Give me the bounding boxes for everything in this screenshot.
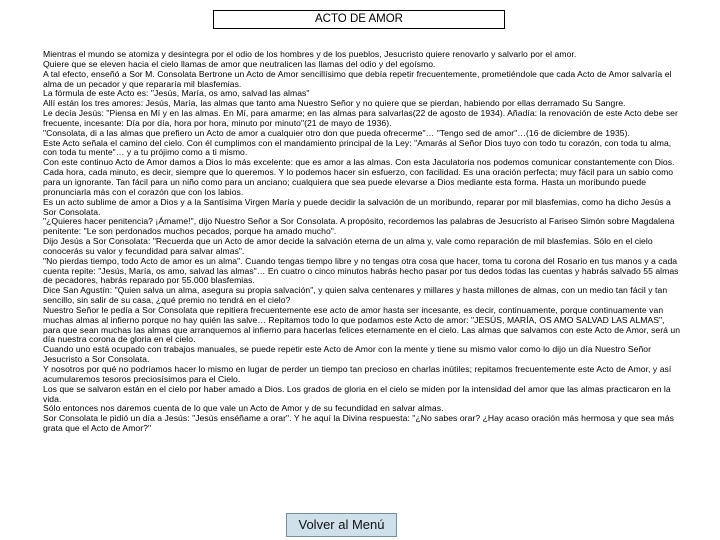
paragraph: Es un acto sublime de amor a Dios y a la Santísima Virgen María y puede decidir la salvación de un moribundo, reparar por mil blasfemias, como ha dicho Jesús a Sor Consolata. <box>43 196 671 217</box>
paragraph: Allí están los tres amores: Jesús, María, las almas que tanto ama Nuestro Señor y no quiere que se pierdan, habiendo por ellas derramado Su Sangre. <box>43 98 626 109</box>
paragraph: Sor Consolata le pidió un día a Jesús: "Jesús enséñame a orar". Y he aquí la Divina respuesta: "¿No sabes orar? ¿Hay acaso oración más hermosa y que sea más grata que el Acto de Amor?" <box>43 413 674 434</box>
paragraph: Con este continuo Acto de Amor damos a Dios lo más excelente: que es amor a las almas. Con esta Jaculatoria nos podemos comunicar constantemente con Dios. Cada hora, cada minuto, es decir, siempre que lo queremos. Y lo podemos hacer sin esfuerzo, con facilidad. Es una oración perfecta; muy fácil para un sabio como para un ignorante. Tan fácil para un niño como para un anciano; cualquiera que sea puede elevarse a Dios mediante esta forma. Hasta un moribundo puede pronunciarla más con el corazón que con los labios. <box>43 157 675 197</box>
paragraph: Nuestro Señor le pedía a Sor Consolata que repitiera frecuentemente ese acto de amor hasta ser incesante, es decir, continuamente, porque continuamente van muchas almas al infierno porque no hay quién las salve… Repitamos todo lo que podamos este Acto de amor: "JESÚS, MARÍA, OS AMO SALVAD LAS ALMAS", para que sean muchas las almas que arranquemos al infierno para hacerlas felices eternamente en el cielo. Las almas que salvamos con este Acto de Amor, será un día nuestra corona de gloria en el cielo. <box>43 304 681 345</box>
paragraph: Y nosotros por qué no podríamos hacer lo mismo en lugar de perder un tiempo tan precioso en charlas inútiles; repitamos frecuentemente este Acto de Amor, y así acumularemos tesoros preciosísimos para el Cielo. <box>43 364 672 384</box>
paragraph: Sólo entonces nos daremos cuenta de lo que vale un Acto de Amor y de su fecundidad en salvar almas. <box>43 403 444 414</box>
paragraph: Dice San Agustín: "Quien salva un alma, asegura su propia salvación", y quien salva centenares y millares y hasta millones de almas, con un medio tan fácil y tan sencillo, sin salir de su casa, ¿qué premio no tendrá en el cielo? <box>43 285 668 306</box>
paragraph: Le decía Jesús: "Piensa en Mí y en las almas. En Mí, para amarme; en las almas para salvarlas(22 de agosto de 1934). Añadía: la renovación de este Acto debe ser frecuente, incesante: Día por día, hora por hora, minuto por minuto"(21 de mayo de 1936). <box>43 108 678 128</box>
paragraph: A tal efecto, enseñó a Sor M. Consolata Bertrone un Acto de Amor sencillísimo que debía repetir frecuentemente, prometiéndole que cada Acto de Amor salvaría el alma de un pecador y que repararía mil blasfemias. <box>43 68 672 89</box>
paragraph: Cuando uno está ocupado con trabajos manuales, se puede repetir este Acto de Amor con la mente y tiene su mismo valor como lo dijo un día Nuestro Señor Jesucristo a Sor Consolata. <box>43 344 652 365</box>
back-to-menu-button[interactable]: Volver al Menú <box>286 513 397 537</box>
paragraph: La fórmula de este Acto es: "Jesús, María, os amo, salvad las almas" <box>43 88 310 99</box>
paragraph: Dijo Jesús a Sor Consolata: "Recuerda que un Acto de amor decide la salvación eterna de un alma y, vale como reparación de mil blasfemias. Sólo en el cielo conocerás su valor y fecundidad para salvar almas". <box>43 236 653 256</box>
paragraph: Este Acto señala el camino del cielo. Con él cumplimos con el mandamiento principal de la Ley: "Amarás al Señor Dios tuyo con todo tu corazón, con toda tu alma, con toda tu mente"… y a tu prójimo como a ti mismo. <box>43 137 672 158</box>
paragraph: "Consolata, di a las almas que prefiero un Acto de amor a cualquier otro don que pueda ofrecerme"… "Tengo sed de amor"…(16 de diciembre de 1935). <box>43 127 630 138</box>
paragraph: "No pierdas tiempo, todo Acto de amor es un alma". Cuando tengas tiempo libre y no tengas otra cosa que hacer, toma tu corona del Rosario en tus manos y a cada cuenta repite: "Jesús, María, os amo, salvad las almas"… En cuatro o cinco minutos habrás hecho pasar por tus dedos todas las cuentas y habrás salvado 55 almas de pecadores, habrás reparado por 55.000 blasfemias. <box>43 255 679 286</box>
paragraph: "¿Quieres hacer penitencia? ¡Ámame!", dijo Nuestro Señor a Sor Consolata. A propósito, recordemos las palabras de Jesucristo al Fariseo Simón sobre Magdalena penitente: "Le son perdonados muchos pecados, porque ha amado mucho". <box>43 216 675 237</box>
page-title: ACTO DE AMOR <box>213 10 505 29</box>
paragraph: Mientras el mundo se atomiza y desintegra por el odio de los hombres y de los pueblos, Jesucristo quiere renovarlo y salvarlo por el amor. <box>43 49 577 59</box>
paragraph: Los que se salvaron están en el cielo por haber amado a Dios. Los grados de gloria en el cielo se miden por la intensidad del amor que las almas practicaron en la vida. <box>43 383 671 404</box>
article-body <box>43 50 683 434</box>
paragraph: Quiere que se eleven hacia el cielo llamas de amor que neutralicen las llamas del odio y del egoísmo. <box>43 58 436 69</box>
